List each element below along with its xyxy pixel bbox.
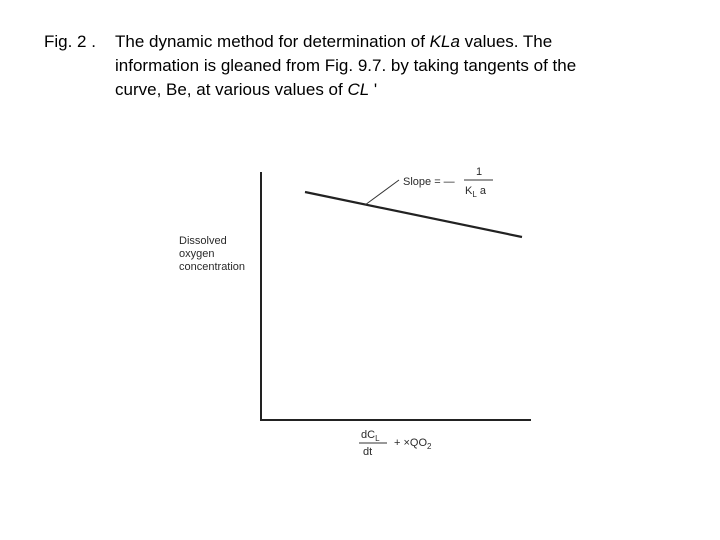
slope-numerator: 1 — [476, 166, 483, 178]
caption-line-1-pre: The dynamic method for determination of — [115, 32, 430, 51]
x-axis-num-dc: dC — [361, 429, 376, 441]
y-axis-label-line-2: oxygen — [179, 248, 215, 260]
caption-line-1-post: values. The — [459, 32, 553, 51]
slope-den-subscript: L — [472, 190, 477, 199]
caption-cl-italic: CL — [347, 80, 370, 99]
x-axis-suffix-text: + ×QO — [394, 437, 428, 449]
x-axis-numerator — [361, 429, 380, 443]
x-axis-num-subscript: L — [375, 434, 380, 443]
slope-den-a: a — [476, 185, 486, 197]
y-axis-label — [179, 235, 245, 273]
slope-denominator — [465, 185, 487, 199]
y-axis-label-line-1: Dissolved — [179, 235, 227, 247]
tangent-line — [305, 192, 522, 237]
y-axis-label-line-3: concentration — [179, 261, 246, 273]
x-axis-denominator: dt — [363, 446, 373, 458]
caption-label: Fig. 2 . — [44, 32, 96, 51]
slope-label: Slope = — — [403, 176, 455, 188]
slope-leader-line — [365, 180, 399, 205]
caption-line-3-pre: curve, Be, at various values of — [115, 80, 348, 99]
x-axis-suffix — [394, 437, 432, 451]
caption-line-2: information is gleaned from Fig. 9.7. by taking tangents of the — [115, 56, 577, 75]
caption-line-3-post: ' — [369, 80, 378, 99]
caption-kla-italic: KLa — [429, 32, 460, 51]
slope-den-k: K — [465, 185, 473, 197]
x-axis-suffix-subscript: 2 — [427, 442, 432, 451]
